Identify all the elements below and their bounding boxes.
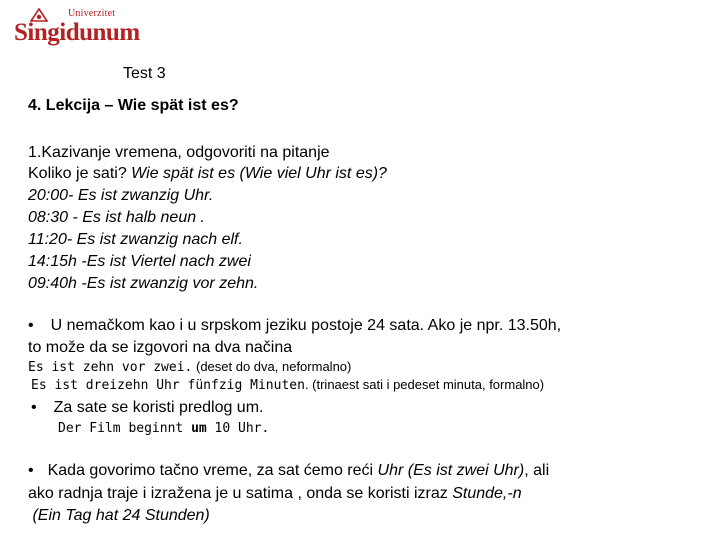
university-logo [10, 8, 140, 48]
example-line: 11:20- Es ist zwanzig nach elf. [28, 231, 243, 248]
bullet1-text: U nemačkom kao i u srpskom jeziku postoje 24 sata. Ako je npr. 13.50h, [50, 317, 562, 334]
bullet1-example1 [28, 359, 351, 375]
section1-heading: 1.Kazivanje vremena, odgovoriti na pitanje [28, 144, 330, 161]
bullet-glyph: • [31, 399, 37, 416]
bullet2-example-pre: Der Film beginnt [58, 421, 192, 436]
example1-german: Es ist zehn vor zwei. [28, 360, 193, 375]
bullet-glyph: • [28, 317, 34, 334]
test-label: Test 3 [123, 65, 166, 82]
question-german: Wie spät ist es (Wie viel Uhr ist es)? [131, 165, 387, 182]
example-line: 08:30 - Es ist halb neun . [28, 209, 205, 226]
bullet3-line2-text: ako radnja traje i izražena je u satima , onda se koristi izraz [28, 485, 453, 502]
bullet2-line [31, 398, 263, 418]
bullet2-example-bold: um [191, 421, 207, 436]
logo-name-text: Singidunum [14, 19, 140, 46]
bullet2-text: Za sate se koristi predlog um. [53, 399, 264, 416]
example-line: 09:40h -Es ist zwanzig vor zehn. [28, 275, 259, 292]
section1-question [28, 164, 387, 184]
example2-note: . (trinaest sati i pedeset minuta, formalno) [304, 377, 545, 392]
bullet2-example-post: 10 Uhr. [206, 421, 270, 436]
bullet3-line1 [28, 461, 549, 481]
bullet2-example [58, 421, 269, 436]
example-line: 20:00- Es ist zwanzig Uhr. [28, 187, 214, 204]
bullet3-line2 [28, 484, 522, 504]
bullet3-line2-italic: Stunde,-n [452, 485, 522, 502]
bullet3-text-b: Uhr (Es ist zwei Uhr) [377, 462, 525, 479]
example1-note: (deset do dva, neformalno) [192, 359, 352, 374]
bullet1-example2 [31, 377, 544, 393]
bullet-glyph: • [28, 462, 34, 479]
question-prefix: Koliko je sati? [28, 165, 132, 182]
example2-german: Es ist dreizehn Uhr fünfzig Minuten [31, 378, 305, 393]
example-line: 14:15h -Es ist Viertel nach zwei [28, 253, 251, 270]
bullet3-text-c: , ali [524, 462, 550, 479]
bullet3-line3: (Ein Tag hat 24 Stunden) [28, 507, 210, 524]
bullet3-text-a: Kada govorimo tačno vreme, za sat ćemo reći [47, 462, 378, 479]
logo-university-text: Univerzitet [68, 8, 116, 19]
bullet1-line2: to može da se izgovori na dva načina [28, 339, 293, 356]
bullet1-line1 [28, 316, 561, 336]
lesson-title: 4. Lekcija – Wie spät ist es? [28, 97, 239, 114]
